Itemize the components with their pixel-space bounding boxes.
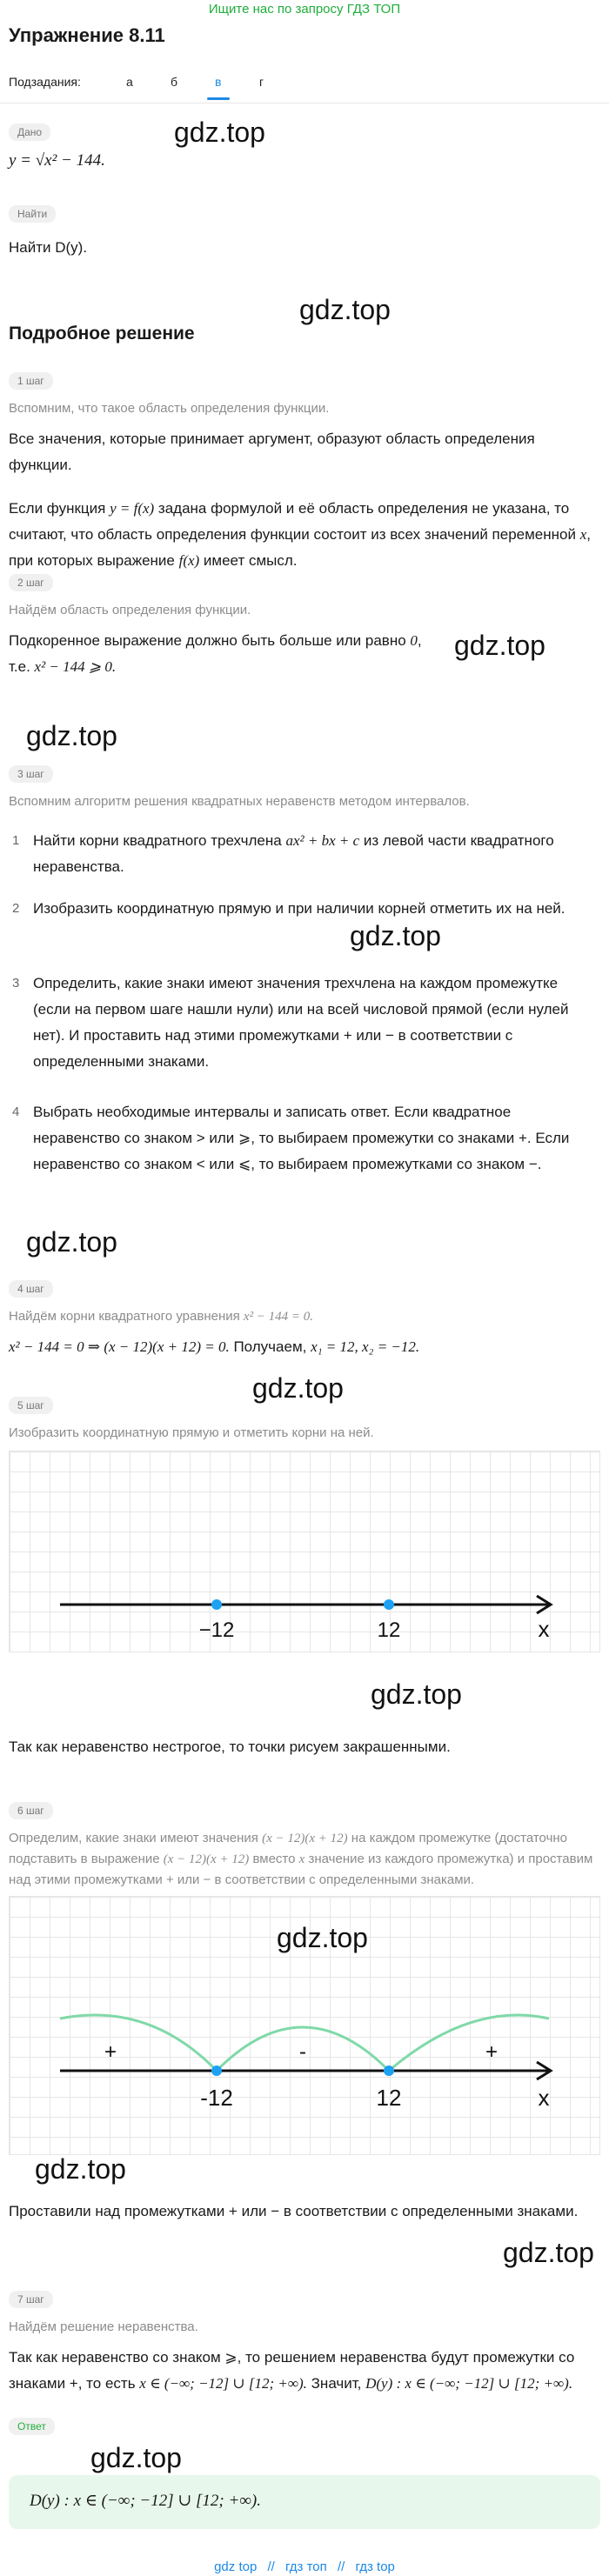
top-banner[interactable]: Ищите нас по запросу ГДЗ ТОП [208,2,401,17]
list-item: Найти корни квадратного трехчлена ax² + bx + c из левой части квадратного неравенства. [33,832,554,875]
step1-pill: 1 шаг [9,372,53,390]
list-item: Изобразить координатную прямую и при наличии корней отметить их на ней. [33,900,566,917]
point-12 [384,1599,394,1610]
step1-p1: Все значения, которые принимает аргумент, образуют область определения функции. [9,430,535,473]
point-12 [384,2065,394,2076]
list-item-number: 4 [12,1104,20,1119]
watermark: gdz.top [174,117,265,148]
footer-link[interactable]: гдз топ [285,2559,327,2574]
sign-minus-middle: - [299,2040,306,2064]
watermark: gdz.top [90,2442,182,2473]
step7-hint: Найдём решение неравенства. [9,2319,198,2334]
list-item: Определить, какие знаки имеют значения трехчлена на каждом промежутке (если на первом шаге нашли нули) или на всей числовой прямой (если нулей нет). И проставить над этими промежутками + или − в соответствии с определенными знаками. [33,975,569,1070]
given-pill: Дано [9,123,50,141]
watermark: gdz.top [252,1372,344,1404]
sign-arc-right [389,2015,549,2071]
step6-note: Проставили над промежутками + или − в соответствии с определенными знаками. [9,2203,579,2219]
label-12: 12 [377,1618,401,1642]
watermark: gdz.top [26,720,117,751]
label-minus-12: -12 [200,2085,233,2111]
footer-link[interactable]: gdz top [214,2559,258,2574]
sign-arc-left [60,2015,217,2071]
step5-note: Так как неравенство нестрогое, то точки рисуем закрашенными. [9,1738,451,1755]
list-item-number: 1 [12,833,20,848]
list-item: Выбрать необходимые интервалы и записать ответ. Если квадратное неравенство со знаком > или ⩾, то выбираем промежутки со знаками +. Если неравенство со знаком < или ⩽, то выбираем промежутками со знаком −. [33,1104,570,1172]
watermark: gdz.top [26,1226,117,1258]
sign-plus-left: + [104,2040,117,2064]
tab-b[interactable]: б [171,75,178,89]
watermark: gdz.top [299,294,391,325]
step1-p2: Если функция y = f(x) задана формулой и её область определения не указана, то считают, что область определения функции состоит из всех значений переменной x, при которых выражение f(x) имеет смысл. [9,500,591,569]
point-minus-12 [211,1599,222,1610]
find-text: Найти D(y). [9,239,88,256]
point-minus-12 [211,2065,222,2076]
sign-plus-right: + [485,2040,499,2064]
step3-hint: Вспомним алгоритм решения квадратных неравенств методом интервалов. [9,794,470,809]
step4-hint: Найдём корни квадратного уравнения x² − 144 = 0. [9,1309,314,1324]
axis-label-x: x [538,1616,550,1642]
number-line-figure-1 [9,1451,600,1652]
step4-text: x² − 144 = 0 ⇒ (x − 12)(x + 12) = 0. Получаем, x₁ = 12, x₂ = −12. [9,1338,420,1355]
subtasks-bar [9,75,287,101]
answer-box [9,2475,600,2529]
step5-hint: Изобразить координатную прямую и отметить корни на ней. [9,1425,374,1440]
tab-g[interactable]: г [259,75,264,89]
step4-pill: 4 шаг [9,1280,53,1298]
given-formula: y = √x² − 144. [9,151,105,170]
solution-title: Подробное решение [9,324,195,344]
step5-pill: 5 шаг [9,1397,53,1414]
step3-pill: 3 шаг [9,765,53,783]
answer-value: D(y) : x ∈ (−∞; −12] ∪ [12; +∞). [30,2492,261,2510]
footer-links [0,2559,609,2574]
step6-hint: Определим, какие знаки имеют значения (x − 12)(x + 12) на каждом промежутке (достаточно подставить в выражение (x − 12)(x + 12) вместо x значение из каждого промежутка) и проставим над этими промежутками + или − в соответствии с определенными знаками. [9,1831,593,1887]
watermark: gdz.top [35,2153,126,2185]
label-minus-12: −12 [198,1618,235,1642]
axis-label-x: x [538,2085,550,2111]
list-item-number: 3 [12,976,20,991]
watermark: gdz.top [503,2237,594,2268]
step7-text: Так как неравенство со знаком ⩾, то решением неравенства будут промежутки со знаками +, то есть x ∈ (−∞; −12] ∪ [12; +∞). Значит, D(y) : x ∈ (−∞; −12] ∪ [12; +∞). [9,2349,575,2392]
algorithm-list [0,828,609,1228]
list-item-number: 2 [12,901,20,916]
step2-text: Подкоренное выражение должно быть больше или равно 0, т.е. x² − 144 ⩾ 0. [9,632,422,675]
watermark: gdz.top [277,1922,368,1953]
number-line-svg-1 [10,1452,599,1652]
step2-hint: Найдём область определения функции. [9,603,251,617]
step2-pill: 2 шаг [9,574,53,591]
step1-hint: Вспомним, что такое область определения функции. [9,401,330,416]
subtasks-label: Подзадания: [9,75,81,89]
tab-a[interactable]: а [126,75,133,89]
watermark: gdz.top [350,920,441,951]
footer-link[interactable]: гдз top [355,2559,395,2574]
page-title: Упражнение 8.11 [9,24,165,46]
find-pill: Найти [9,205,56,223]
label-12: 12 [376,2085,402,2111]
tab-v[interactable]: в [215,75,222,89]
active-tab-indicator [207,97,230,100]
watermark: gdz.top [371,1678,462,1710]
watermark: gdz.top [454,630,545,661]
answer-pill: Ответ [9,2418,55,2435]
step7-pill: 7 шаг [9,2291,53,2308]
footer-separator: // [267,2559,275,2574]
footer-separator: // [337,2559,345,2574]
step6-pill: 6 шаг [9,1802,53,1819]
